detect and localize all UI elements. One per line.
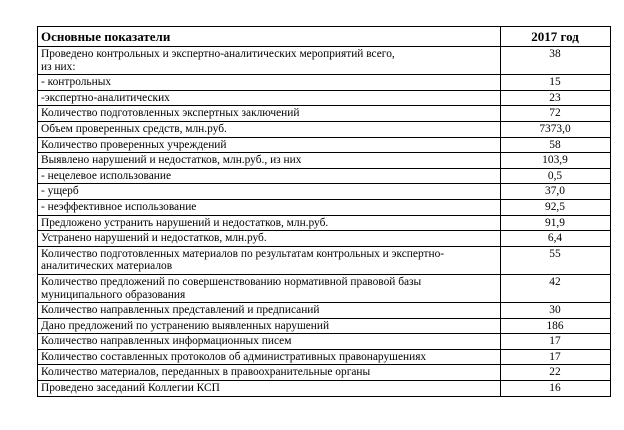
table-row: [38, 47, 611, 75]
indicators-table: [37, 26, 611, 397]
indicator-value: 22: [501, 365, 611, 381]
table-row: [38, 246, 611, 274]
indicator-value: 17: [501, 334, 611, 350]
table-row: [38, 137, 611, 153]
indicator-value: 58: [501, 137, 611, 153]
indicator-label: Проведено контрольных и экспертно-аналитических мероприятий всего, из них:: [38, 47, 501, 75]
indicator-value: 7373,0: [501, 121, 611, 137]
indicator-label: - нецелевое использование: [38, 168, 501, 184]
indicator-label: Количество предложений по совершенствованию нормативной правовой базы муниципального образования: [38, 274, 501, 302]
indicator-value: 37,0: [501, 184, 611, 200]
table-header-row: [38, 27, 611, 47]
indicator-value: 42: [501, 274, 611, 302]
indicator-label: Дано предложений по устранению выявленных нарушений: [38, 318, 501, 334]
table-row: [38, 334, 611, 350]
indicator-value: 23: [501, 90, 611, 106]
table-row: [38, 106, 611, 122]
indicator-label: Предложено устранить нарушений и недостатков, млн.руб.: [38, 215, 501, 231]
table-row: [38, 153, 611, 169]
table-row: [38, 199, 611, 215]
indicator-value: 186: [501, 318, 611, 334]
indicator-label: -экспертно-аналитических: [38, 90, 501, 106]
indicator-value: 55: [501, 246, 611, 274]
indicator-value: 17: [501, 349, 611, 365]
indicator-label: - контрольных: [38, 75, 501, 91]
indicator-label: - ущерб: [38, 184, 501, 200]
table-row: [38, 75, 611, 91]
indicator-value: 30: [501, 303, 611, 319]
indicator-label: Количество проверенных учреждений: [38, 137, 501, 153]
table-row: [38, 365, 611, 381]
table-row: [38, 215, 611, 231]
indicator-value: 92,5: [501, 199, 611, 215]
indicator-label: Количество направленных информационных писем: [38, 334, 501, 350]
table-row: [38, 184, 611, 200]
indicator-value: 38: [501, 47, 611, 75]
indicator-label: Проведено заседаний Коллегии КСП: [38, 381, 501, 397]
indicator-label: Количество подготовленных экспертных заключений: [38, 106, 501, 122]
table-row: [38, 168, 611, 184]
indicator-label: Количество составленных протоколов об административных правонарушениях: [38, 349, 501, 365]
indicator-value: 91,9: [501, 215, 611, 231]
table-row: [38, 121, 611, 137]
header-indicators: Основные показатели: [38, 27, 501, 47]
indicator-value: 72: [501, 106, 611, 122]
table-row: [38, 274, 611, 302]
indicator-label: Количество материалов, переданных в правоохранительные органы: [38, 365, 501, 381]
table-row: [38, 349, 611, 365]
indicator-value: 6,4: [501, 231, 611, 247]
indicator-label: Устранено нарушений и недостатков, млн.руб.: [38, 231, 501, 247]
table-row: [38, 231, 611, 247]
header-year: 2017 год: [501, 27, 611, 47]
indicator-label: Количество подготовленных материалов по результатам контрольных и экспертно- аналитических материалов: [38, 246, 501, 274]
table-row: [38, 381, 611, 397]
indicator-value: 103,9: [501, 153, 611, 169]
table-row: [38, 318, 611, 334]
indicator-label: Выявлено нарушений и недостатков, млн.руб., из них: [38, 153, 501, 169]
indicator-label: Объем проверенных средств, млн.руб.: [38, 121, 501, 137]
indicator-label: - неэффективное использование: [38, 199, 501, 215]
table-row: [38, 303, 611, 319]
indicator-value: 0,5: [501, 168, 611, 184]
table-row: [38, 90, 611, 106]
table-body: [38, 47, 611, 397]
indicator-value: 15: [501, 75, 611, 91]
indicator-label: Количество направленных представлений и предписаний: [38, 303, 501, 319]
indicator-value: 16: [501, 381, 611, 397]
